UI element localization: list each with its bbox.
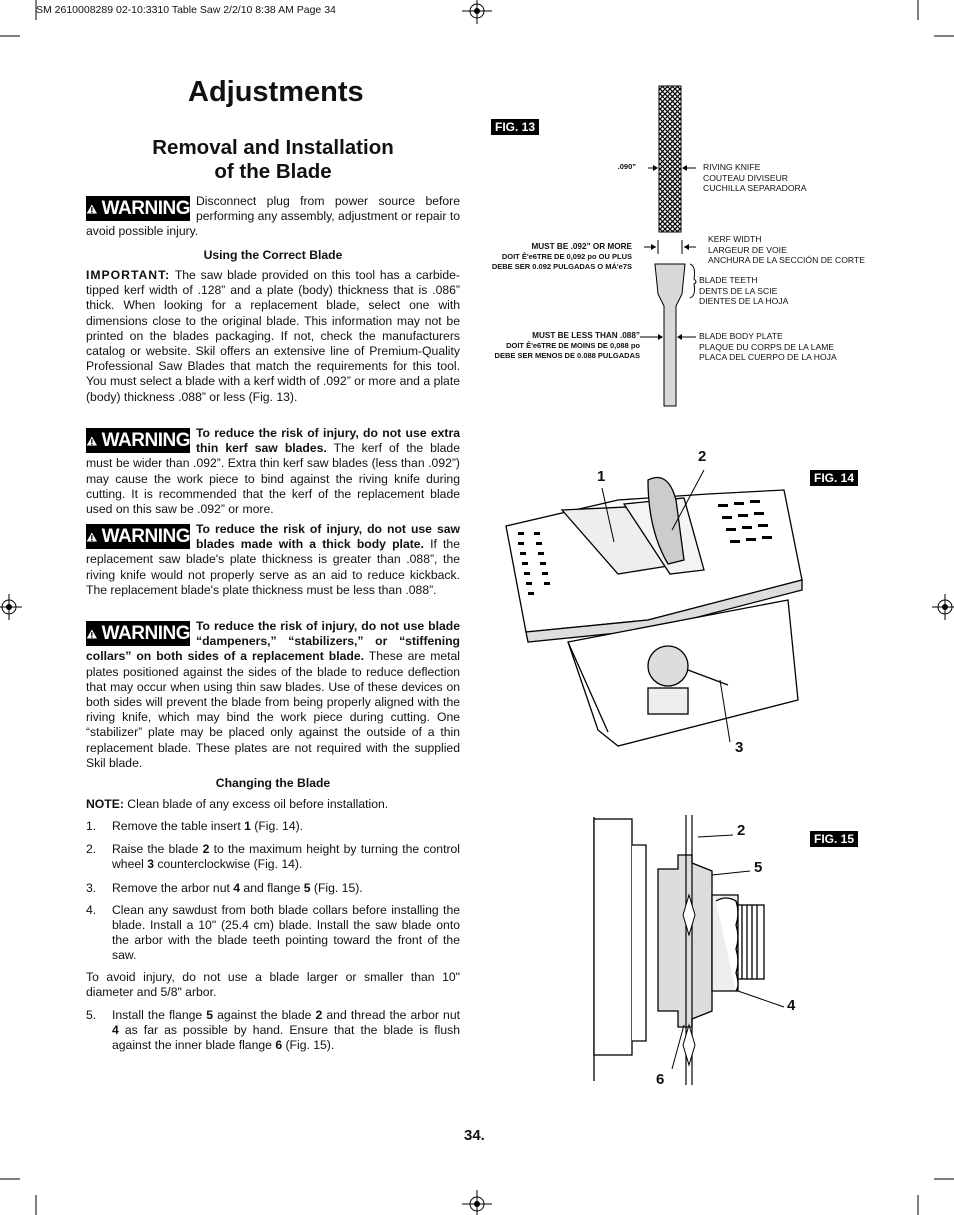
fig14-table-saw-diagram	[498, 470, 818, 748]
avoid-paragraph: To avoid injury, do not use a blade larger or smaller than 10" diameter and 5/8" arbor.	[86, 970, 460, 1000]
section-title: Removal and Installation of the Blade	[152, 136, 394, 183]
warning-triangle-icon	[86, 626, 98, 642]
fig14-callout-1: 1	[597, 468, 606, 485]
print-header: SM 2610008289 02-10:3310 Table Saw 2/2/10 8:38 AM Page 34	[36, 4, 336, 16]
fig15-callout-4: 4	[787, 997, 796, 1014]
warning-badge: WARNING	[86, 621, 190, 646]
step-2: Raise the blade 2 to the maximum height by turning the control wheel 3 counterclockwise (Fig. 14).	[112, 842, 460, 872]
warning-triangle-icon	[86, 529, 98, 545]
warning-badge: WARNING	[86, 524, 190, 549]
warning-block-3: WARNING To reduce the risk of injury, do not use saw blades made with a thick body plate. If the replacement saw blade's plate thickness is greater than .088”, the riving knife would not properly serve as an aid to reduce kickback. The replacement blade's plate thickness must be less than .088”.	[86, 522, 460, 597]
step-4: Clean any sawdust from both blade collars before installing the blade. Install a 10" (25.4 cm) blade. Install the saw blade onto the arbor with the blade teeth pointing toward the front of the saw.	[112, 902, 460, 963]
page-number: 34.	[464, 1127, 485, 1144]
fig13-label-body-plate: BLADE BODY PLATE PLAQUE DU CORPS DE LA LAME PLACA DEL CUERPO DE LA HOJA	[699, 331, 837, 362]
warning-triangle-icon	[86, 433, 98, 449]
note-paragraph: NOTE: Clean blade of any excess oil before installation.	[86, 797, 389, 811]
step-3: Remove the arbor nut 4 and flange 5 (Fig. 15).	[112, 880, 363, 895]
warning-block-4: WARNING To reduce the risk of injury, do not use blade “dampeners,” “stabilizers,” or “stiffening collars” on both sides of a replacement blade. These are metal plates positioned against the sides of the blade to reduce deflection that may occur when using thin saw blades. Use of these devices on both sides will prevent the blade from being properly aligned with the riving knife, which may bind the work piece during cutting. One “stabilizer” plate may be placed only against the outside of a thin replacement blade. These plates are not required with the supplied Skil blade.	[86, 619, 461, 770]
fig13-label-kerf-width: KERF WIDTH LARGEUR DE VOIE ANCHURA DE LA SECCIÓN DE CORTE	[708, 234, 865, 265]
warning-badge: WARNING	[86, 428, 190, 453]
steps-list: 1. Remove the table insert 1 (Fig. 14). 2. Raise the blade 2 to the maximum height by turning the control wheel 3 counterclockwise (Fig. 14). 3. Remove the arbor nut 4 and flange 5 (Fig. 15). 4. Clean any sawdust from both blade collars before installing the blade. Install a 10" (25.4 cm) blade. Install the saw blade onto the arbor with the blade teeth pointing toward the front of the saw.	[86, 819, 460, 963]
warning-block-1	[86, 194, 460, 240]
warning-triangle-icon	[86, 201, 98, 217]
important-paragraph: IMPORTANT: The saw blade provided on this tool has a carbide-tipped kerf width of .128” and a plate (body) thickness that is .086” thick. When looking for a replacement blade, select one with dimensions close to the original blade. This information may not be printed on the blades packaging. If not, check the manufacturers catalog or website. Skil offers an extensive line of Premium-Quality Professional Saw Blades that match the requirements for this tool. You must select a blade with a kerf width of .092” or more and a plate (body) thickness .088” or less (Fig. 13).	[86, 268, 460, 404]
fig14-tag: FIG. 14	[810, 470, 858, 486]
subheading-correct-blade: Using the Correct Blade	[203, 248, 343, 262]
fig15-callout-5: 5	[754, 859, 763, 876]
warning-text: Disconnect plug from power source before performing any assembly, adjustment or repair to avoid possible injury.	[86, 194, 460, 239]
step-1: Remove the table insert 1 (Fig. 14).	[112, 819, 304, 833]
warning-block-2: WARNING To reduce the risk of injury, do not use extra thin kerf saw blades. The kerf of the blade must be wider than .092”. Extra thin kerf saw blades (less than .092”) may cause the work piece to bind against the riving knife during cutting. It is recommended that the kerf of the replacement blade used on this saw be .092” or more.	[86, 426, 460, 517]
fig14-callout-3: 3	[735, 739, 744, 756]
fig13-label-blade-teeth: BLADE TEETH DENTS DE LA SCIE DIENTES DE LA HOJA	[699, 275, 789, 306]
fig15-tag: FIG. 15	[810, 831, 858, 847]
step-5-block: 5. Install the flange 5 against the blade 2 and thread the arbor nut 4 as far as possible by hand. Ensure that the blade is flush against the inner blade flange 6 (Fig. 15).	[86, 1008, 460, 1053]
fig15-callout-2: 2	[737, 822, 746, 839]
subheading-changing-blade: Changing the Blade	[215, 776, 331, 790]
page-title: Adjustments	[188, 76, 364, 108]
warning-badge: WARNING	[86, 196, 190, 221]
step-5: Install the flange 5 against the blade 2 and thread the arbor nut 4 as far as possible by hand. Ensure that the blade is flush against the inner blade flange 6 (Fig. 15).	[112, 1008, 460, 1053]
fig13-label-riving-knife: RIVING KNIFE COUTEAU DIVISEUR CUCHILLA SEPARADORA	[703, 162, 807, 193]
fig15-arbor-diagram	[588, 815, 788, 1085]
fig15-callout-6: 6	[656, 1071, 665, 1088]
fig13-dim-090: .090”	[617, 162, 636, 171]
fig14-callout-2: 2	[698, 448, 707, 465]
fig13-label-must-088: MUST BE LESS THAN .088” DOIT Ê'e6TRE DE MOINS DE 0,088 po DEBE SER MENOS DE 0.088 PULGADAS	[494, 331, 640, 360]
fig13-tag: FIG. 13	[491, 119, 539, 135]
fig13-label-must-092: MUST BE .092” OR MORE DOIT Ê'e6TRE DE 0,092 po OU PLUS DEBE SER 0.092 PULGADAS O MÁ'e7S	[491, 242, 632, 271]
